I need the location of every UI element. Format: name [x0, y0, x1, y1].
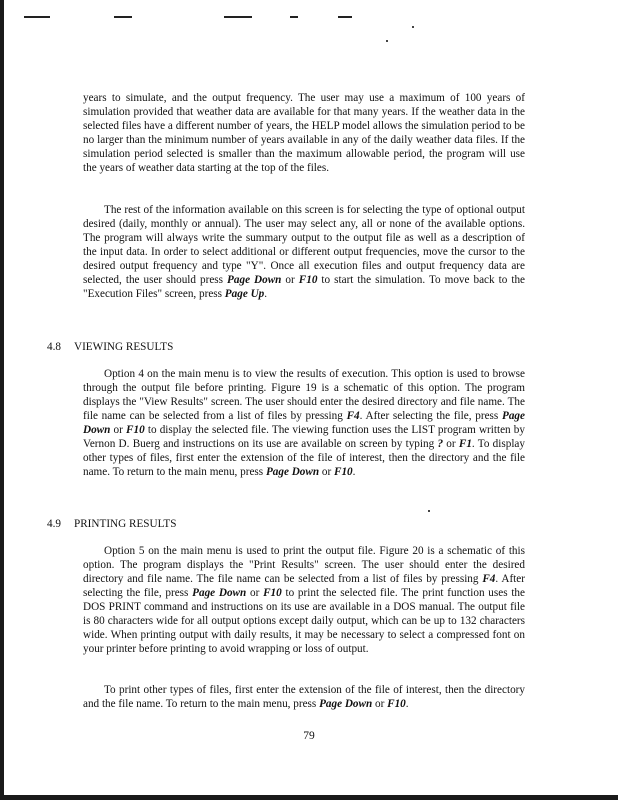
section-heading-printing-results [47, 517, 176, 531]
key-question-mark: ? [437, 438, 444, 450]
scan-mark [224, 16, 252, 18]
key-f10: F10 [263, 587, 282, 599]
section-number: 4.8 [47, 341, 61, 353]
scan-mark [338, 16, 352, 18]
page-number: 79 [303, 730, 315, 742]
key-f4: F4 [482, 573, 496, 585]
key-page-down: Page Down [265, 466, 320, 478]
key-f10: F10 [334, 466, 353, 478]
key-page-down: Page Down [83, 410, 525, 436]
scan-edge-bottom [0, 795, 618, 800]
scan-speck [386, 40, 388, 42]
key-f10: F10 [126, 424, 145, 436]
paragraph-printing-results: Option 5 on the main menu is used to print the output file. Figure 20 is a schematic of this option. The program displays the "Print Results" screen. The user should enter the desired directory and file name. The file name can be selected from a list of files by pressing F4. After selecting the file, press Page Down or F10 to print the selected file. The print function uses the DOS PRINT command and instructions on its use are available in a DOS manual. The output file is 80 characters wide for all output options except daily output, which can be up to 132 characters wide. When printing output with daily results, it may be necessary to select a compressed font on your printer before printing to avoid wrapping or loss of output. [83, 545, 525, 655]
paragraph-simulation-period: years to simulate, and the output frequency. The user may use a maximum of 100 years of simulation provided that weather data are available for that many years. If the weather data in the selected files have a different number of years, the HELP model allows the simulation period to be no larger than the minimum number of years available in any of the daily weather data files. If the simulation period selected is smaller than the maximum allowable period, the program will use the years of weather data starting at the top of the files. [83, 92, 525, 174]
key-f10: F10 [387, 698, 406, 710]
key-page-down: Page Down [192, 587, 247, 599]
scan-mark [24, 16, 50, 18]
scan-speck [412, 26, 414, 28]
scan-mark [290, 16, 298, 18]
section-title: PRINTING RESULTS [74, 518, 177, 530]
section-number: 4.9 [47, 518, 61, 530]
key-f10: F10 [298, 274, 318, 286]
paragraph-print-other-files: To print other types of files, first enter the extension of the file of interest, then the directory and the file name. To return to the main menu, press Page Down or F10. [83, 684, 525, 710]
key-page-down: Page Down [319, 698, 373, 710]
section-heading-viewing-results [47, 340, 173, 354]
key-page-down: Page Down [227, 274, 282, 286]
key-f1: F1 [458, 438, 472, 450]
scan-mark [114, 16, 132, 18]
paragraph-viewing-results: Option 4 on the main menu is to view the results of execution. This option is used to browse through the output file before printing. Figure 19 is a schematic of this option. The program displays the "View Results" screen. The user should enter the desired directory and file name. The file name can be selected from a list of files by pressing F4. After selecting the file, press Page Down or F10 to display the selected file. The viewing function uses the LIST program written by Vernon D. Buerg and instructions on its use are available on screen by typing ? or F1. To display other types of files, first enter the extension of the file of interest, then the directory and the file name. To return to the main menu, press Page Down or F10. [83, 368, 525, 478]
key-page-up: Page Up [224, 288, 265, 300]
scan-speck [428, 510, 430, 512]
section-title: VIEWING RESULTS [74, 341, 174, 353]
scan-edge-left [0, 0, 4, 800]
paragraph-output-options: The rest of the information available on this screen is for selecting the type of optional output desired (daily, monthly or annual). The user may select any, all or none of the available options. The program will always write the summary output to the output file as well as a description of the input data. In order to select additional or different output frequencies, move the cursor to the desired output frequency and type "Y". Once all execution files and output frequency data are selected, the user should press Page Down or F10 to start the simulation. To move back to the "Execution Files" screen, press Page Up. [83, 204, 526, 300]
key-f4: F4 [346, 410, 360, 422]
